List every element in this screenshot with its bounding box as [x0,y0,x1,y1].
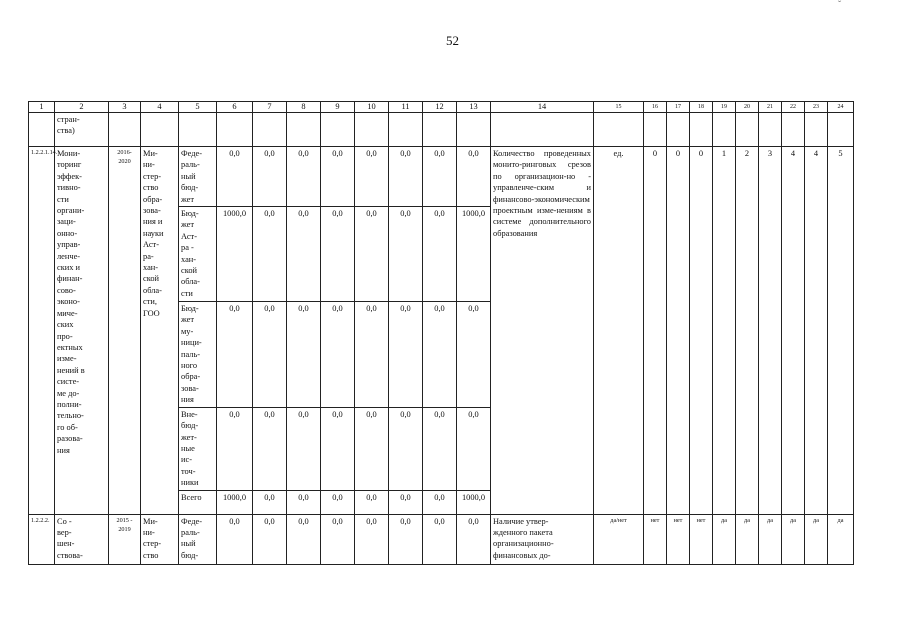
header-cell: 12 [423,102,457,113]
item-name: Со - вер- шен- ствова- [55,514,109,564]
target-value: 0 [644,147,667,515]
value-cell: 0,0 [423,490,457,514]
header-cell: 7 [253,102,287,113]
indicator-text: Количество проведенных монито-ринговых срезов по организацион-но - управленче-ским и финансово-экономическим проектным изме-нениям в системе дополнительного образования [491,147,594,515]
value-cell: 0,0 [217,302,253,408]
page-number: 52 [446,33,459,48]
value-cell: 0,0 [355,490,389,514]
target-value: да [759,514,782,564]
target-value: да [736,514,759,564]
value-cell: 0,0 [423,302,457,408]
indicator-unit: да/нет [594,514,644,564]
indicator-text: Наличие утвер- жденного пакета организационно- финансовых до- [491,514,594,564]
header-cell: 2 [55,102,109,113]
value-cell: 0,0 [389,514,423,564]
value-cell: 0,0 [389,490,423,514]
item-executor: Ми- ни- стер- ство [141,514,179,564]
header-cell: 24 [828,102,854,113]
header-row [29,102,854,113]
header-cell: 13 [457,102,491,113]
header-cell: 3 [109,102,141,113]
value-cell: 0,0 [253,514,287,564]
target-value: 0 [690,147,713,515]
item-row-source-1 [29,147,854,207]
value-cell: 0,0 [253,302,287,408]
value-cell: 1000,0 [457,490,491,514]
value-cell: 0,0 [217,147,253,207]
source-name: Феде- раль- ный бюд- жет [179,147,217,207]
header-cell: 8 [287,102,321,113]
scan-marks: ˇ ‾ [837,0,877,11]
value-cell: 0,0 [321,302,355,408]
value-cell: 0,0 [355,147,389,207]
header-cell: 15 [594,102,644,113]
item-period: 2015 - 2019 [109,514,141,564]
value-cell: 0,0 [253,207,287,302]
target-value: да [713,514,736,564]
source-name: Вне- бюд- жет- ные ис- точ- ники [179,407,217,490]
target-value: 4 [782,147,805,515]
value-cell: 0,0 [321,514,355,564]
value-cell: 0,0 [355,514,389,564]
continued-name: стран- ства) [55,113,109,147]
value-cell: 0,0 [287,407,321,490]
header-cell: 6 [217,102,253,113]
value-cell: 0,0 [287,147,321,207]
target-value: 2 [736,147,759,515]
source-name: Всего [179,490,217,514]
header-cell: 16 [644,102,667,113]
value-cell: 0,0 [423,514,457,564]
value-cell: 1000,0 [217,207,253,302]
continued-row [29,113,854,147]
value-cell: 0,0 [389,147,423,207]
header-cell: 21 [759,102,782,113]
value-cell: 0,0 [217,514,253,564]
item-code: 1.2.2.2. [29,514,55,564]
value-cell: 0,0 [217,407,253,490]
value-cell: 0,0 [287,207,321,302]
target-value: нет [667,514,690,564]
value-cell: 0,0 [253,490,287,514]
header-cell: 4 [141,102,179,113]
value-cell: 0,0 [389,302,423,408]
value-cell: 0,0 [355,407,389,490]
indicator-unit: ед. [594,147,644,515]
target-value: 4 [805,147,828,515]
header-cell: 17 [667,102,690,113]
header-cell: 22 [782,102,805,113]
header-cell: 23 [805,102,828,113]
value-cell: 1000,0 [217,490,253,514]
value-cell: 0,0 [321,147,355,207]
value-cell: 0,0 [321,490,355,514]
header-cell: 11 [389,102,423,113]
value-cell: 0,0 [423,207,457,302]
header-cell: 10 [355,102,389,113]
header-cell: 14 [491,102,594,113]
value-cell: 0,0 [321,207,355,302]
program-table [28,101,854,565]
target-value: да [805,514,828,564]
target-value: 5 [828,147,854,515]
header-cell: 5 [179,102,217,113]
header-cell: 9 [321,102,355,113]
value-cell: 0,0 [457,147,491,207]
value-cell: 0,0 [389,407,423,490]
value-cell: 0,0 [423,147,457,207]
value-cell: 0,0 [253,407,287,490]
item-executor: Ми- ни- стер- ство обра- зова- ния и науки Аст- ра- хан- ской обла- сти, ГОО [141,147,179,515]
item-name: Мони- торинг эффек- тивно- сти органи- заци- онно- управ- ленче- ских и финан- сово- эконо- миче- ских про- ектных изме- нений в систе- ме до- полни- тельно- го об- разова- ния [55,147,109,515]
header-cell: 18 [690,102,713,113]
value-cell: 0,0 [423,407,457,490]
item-period: 2016- 2020 [109,147,141,515]
value-cell: 0,0 [287,302,321,408]
header-cell: 19 [713,102,736,113]
value-cell: 0,0 [457,302,491,408]
value-cell: 0,0 [321,407,355,490]
value-cell: 0,0 [287,514,321,564]
value-cell: 0,0 [287,490,321,514]
value-cell: 0,0 [457,514,491,564]
item-code: 1.2.2.1.14. [29,147,55,515]
target-value: нет [644,514,667,564]
target-value: 0 [667,147,690,515]
target-value: 1 [713,147,736,515]
value-cell: 0,0 [355,302,389,408]
source-name: Бюд- жет му- ници- паль- ного обра- зова- ния [179,302,217,408]
value-cell: 1000,0 [457,207,491,302]
source-name: Феде- раль- ный бюд- [179,514,217,564]
item2-row [29,514,854,564]
target-value: да [828,514,854,564]
header-cell: 1 [29,102,55,113]
source-name: Бюд- жет Аст- ра - хан- ской обла- сти [179,207,217,302]
value-cell: 0,0 [355,207,389,302]
value-cell: 0,0 [457,407,491,490]
target-value: нет [690,514,713,564]
header-cell: 20 [736,102,759,113]
value-cell: 0,0 [389,207,423,302]
target-value: да [782,514,805,564]
value-cell: 0,0 [253,147,287,207]
target-value: 3 [759,147,782,515]
